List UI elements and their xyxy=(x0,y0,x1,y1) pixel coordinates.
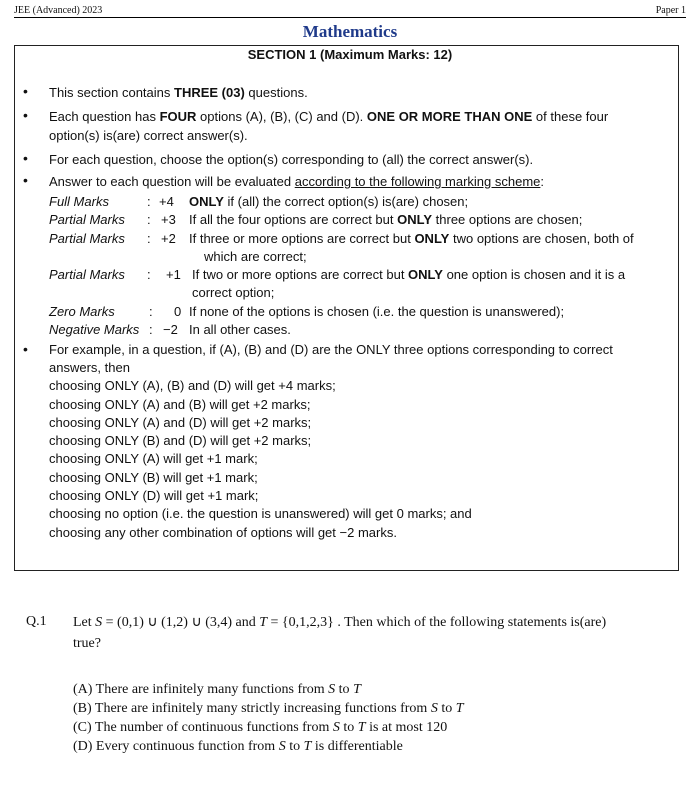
scheme-score-negative: −2 xyxy=(163,322,178,337)
page-header xyxy=(14,3,686,17)
scheme-colon: : xyxy=(149,322,153,337)
instruction-3: For each question, choose the option(s) corresponding to (all) the correct answer(s). xyxy=(49,152,534,167)
example-line: choosing no option (i.e. the question is unanswered) will get 0 marks; and xyxy=(49,506,472,521)
paper-number: Paper 1 xyxy=(655,5,686,16)
example-line: choosing ONLY (D) will get +1 mark; xyxy=(49,488,259,503)
question-number: Q.1 xyxy=(26,614,47,629)
scheme-text-partial3: If all the four options are correct but ONLY three options are chosen; xyxy=(189,212,583,227)
example-line: choosing any other combination of options will get −2 marks. xyxy=(49,525,397,540)
scheme-text-partial1: If two or more options are correct but ONLY one option is chosen and it is a xyxy=(192,267,626,282)
scheme-score-full: +4 xyxy=(159,194,174,209)
exam-name: JEE (Advanced) 2023 xyxy=(14,5,103,16)
option-a: (A) There are infinitely many functions from S to T xyxy=(73,682,361,697)
bullet: • xyxy=(23,83,28,99)
option-b: (B) There are infinitely many strictly increasing functions from S to T xyxy=(73,701,464,716)
instruction-2-cont: option(s) is(are) correct answer(s). xyxy=(49,128,248,143)
option-d: (D) Every continuous function from S to T is differentiable xyxy=(73,739,403,754)
instruction-5-cont: answers, then xyxy=(49,360,130,375)
scheme-text-negative: In all other cases. xyxy=(189,322,291,337)
scheme-colon: : xyxy=(147,231,151,246)
bullet: • xyxy=(23,341,28,357)
example-line: choosing ONLY (A) and (B) will get +2 marks; xyxy=(49,397,311,412)
question-stem: Let S = (0,1) ∪ (1,2) ∪ (3,4) and T = {0,1,2,3} . Then which of the following statements is(are) xyxy=(73,615,607,630)
instruction-4: Answer to each question will be evaluated according to the following marking scheme: xyxy=(49,174,545,189)
scheme-label-partial3: Partial Marks xyxy=(49,212,125,227)
instruction-1: This section contains THREE (03) questions. xyxy=(49,85,308,100)
example-line: choosing ONLY (A) and (D) will get +2 marks; xyxy=(49,415,312,430)
scheme-colon: : xyxy=(147,194,151,209)
subject-title: Mathematics xyxy=(302,22,398,41)
example-line: choosing ONLY (B) and (D) will get +2 marks; xyxy=(49,433,312,448)
bullet: • xyxy=(23,150,28,166)
scheme-score-partial2: +2 xyxy=(161,231,176,246)
scheme-score-partial1: +1 xyxy=(166,267,181,282)
scheme-text-full: ONLY if (all) the correct option(s) is(are) chosen; xyxy=(189,194,469,209)
scheme-colon: : xyxy=(147,212,151,227)
example-line: choosing ONLY (B) will get +1 mark; xyxy=(49,470,258,485)
example-line: choosing ONLY (A), (B) and (D) will get +4 marks; xyxy=(49,378,336,393)
scheme-label-partial2: Partial Marks xyxy=(49,231,125,246)
bullet: • xyxy=(23,172,28,188)
question-stem-cont: true? xyxy=(73,636,101,651)
scheme-colon: : xyxy=(149,304,153,319)
scheme-colon: : xyxy=(147,267,151,282)
scheme-label-full: Full Marks xyxy=(49,194,109,209)
scheme-text-partial2-cont: which are correct; xyxy=(204,249,307,264)
scheme-label-negative: Negative Marks xyxy=(49,322,140,337)
option-c: (C) The number of continuous functions from S to T is at most 120 xyxy=(73,720,448,735)
scheme-label-partial1: Partial Marks xyxy=(49,267,125,282)
example-line: choosing ONLY (A) will get +1 mark; xyxy=(49,451,258,466)
section-title: SECTION 1 (Maximum Marks: 12) xyxy=(247,47,453,62)
header-rule xyxy=(14,17,686,18)
instruction-2: Each question has FOUR options (A), (B), (C) and (D). ONE OR MORE THAN ONE of these four xyxy=(49,109,609,124)
instruction-5: For example, in a question, if (A), (B) and (D) are the ONLY three options corresponding to correct xyxy=(49,342,613,357)
scheme-label-zero: Zero Marks xyxy=(49,304,115,319)
scheme-score-zero: 0 xyxy=(174,304,182,319)
scheme-text-partial2: If three or more options are correct but ONLY two options are chosen, both of xyxy=(189,231,634,246)
scheme-text-zero: If none of the options is chosen (i.e. the question is unanswered); xyxy=(189,304,565,319)
scheme-score-partial3: +3 xyxy=(161,212,176,227)
bullet: • xyxy=(23,107,28,123)
scheme-text-partial1-cont: correct option; xyxy=(192,285,275,300)
